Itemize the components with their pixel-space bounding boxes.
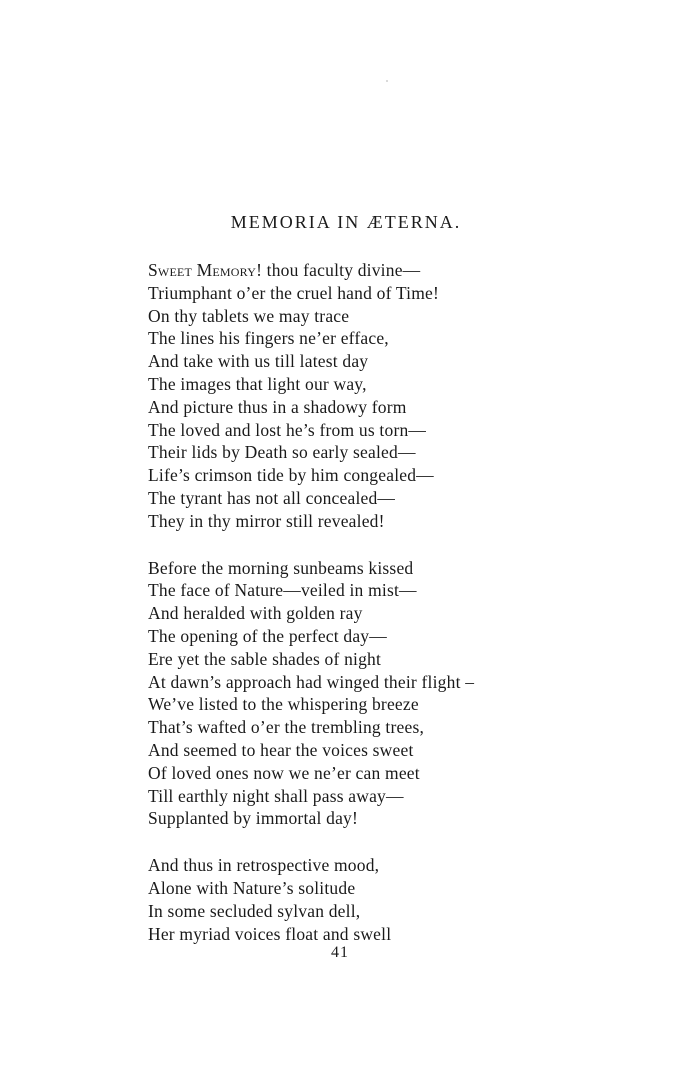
poem-line: Ere yet the sable shades of night [148,648,382,669]
page-number: 41 [331,944,349,961]
poem-line: On thy tablets we may trace [148,305,350,326]
stanza-3 [148,854,668,945]
poem-line: The lines his fingers ne’er efface, [148,328,389,349]
poem-line: And thus in retrospective mood, [148,855,380,876]
opening-line-rest: ! thou faculty divine— [256,260,421,280]
poem-line: The face of Nature—veiled in mist— [148,580,417,601]
poem-line: And picture thus in a shadowy form [148,396,407,417]
stanza-1 [148,259,668,533]
poem-line: Till earthly night shall pass away— [148,785,404,806]
poem-line: We’ve listed to the whispering breeze [148,694,419,715]
poem-line: Supplanted by immortal day! [148,808,359,829]
poem-line: The images that light our way, [148,373,367,394]
poem-line: Alone with Nature’s solitude [148,877,356,898]
poem-line: In some secluded sylvan dell, [148,900,361,921]
poem-line: The loved and lost he’s from us torn— [148,419,427,440]
poem-line: At dawn’s approach had winged their flight – [148,671,475,692]
poem-line: They in thy mirror still revealed! [148,510,385,531]
poem-line: And heralded with golden ray [148,603,363,624]
poem-line: Her myriad voices float and swell [148,923,392,944]
poem-line: Their lids by Death so early sealed— [148,442,416,463]
opening-words: Sweet Memory [148,260,257,280]
poem-title: MEMORIA IN ÆTERNA. [230,212,462,232]
poem-line: Of loved ones now we ne’er can meet [148,762,420,783]
poem-line: Before the morning sunbeams kissed [148,557,414,578]
poem-body [148,259,668,969]
poem-line: That’s wafted o’er the trembling trees, [148,717,425,738]
stanza-2 [148,557,668,831]
poem-line: Life’s crimson tide by him congealed— [148,465,434,486]
poem-line: And take with us till latest day [148,351,369,372]
paper-speck [386,80,388,82]
poem-line: Triumphant o’er the cruel hand of Time! [148,282,440,303]
poem-line: And seemed to hear the voices sweet [148,739,414,760]
poem-line: The tyrant has not all concealed— [148,487,396,508]
poem-line [148,259,668,282]
poem-line: The opening of the perfect day— [148,625,387,646]
